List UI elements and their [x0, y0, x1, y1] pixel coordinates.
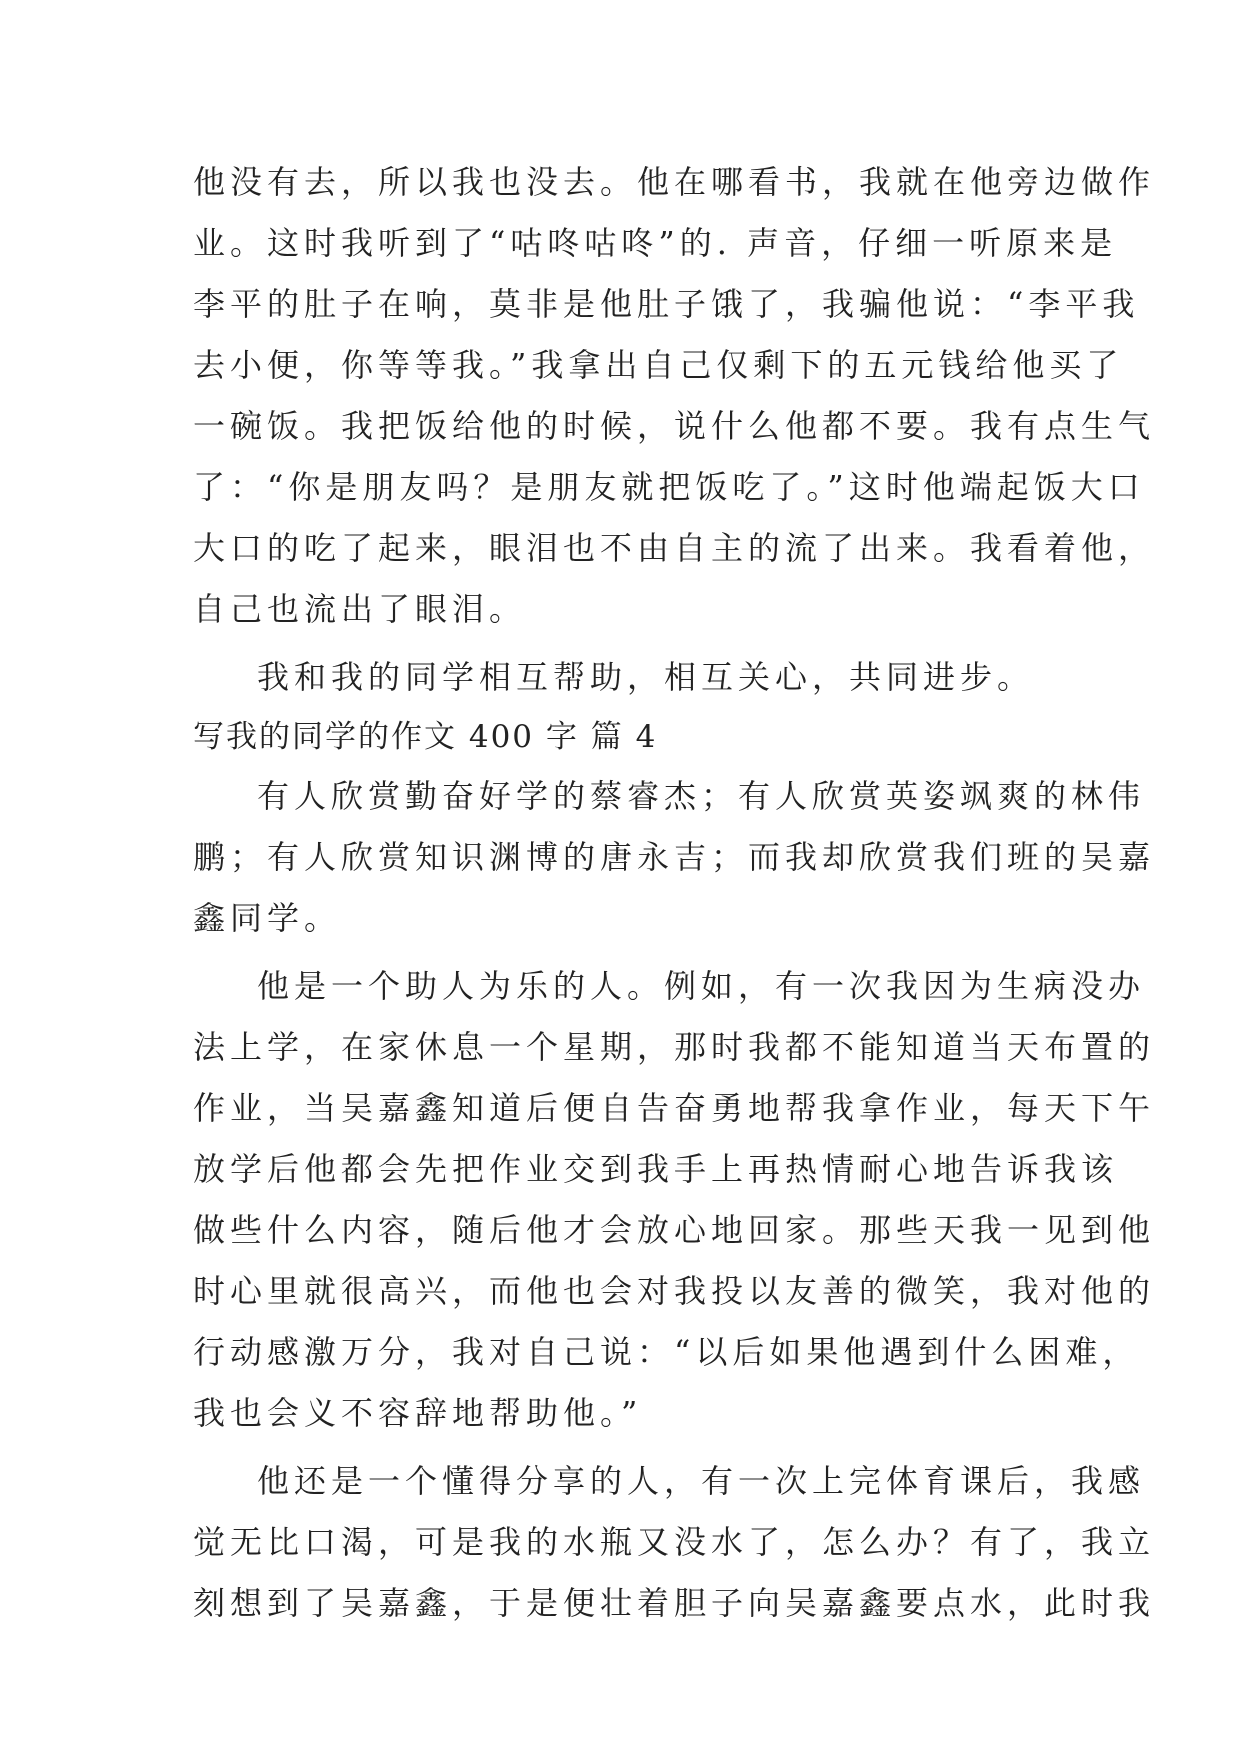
text-line: 鑫同学。 — [193, 899, 342, 937]
text-line: 作业，当吴嘉鑫知道后便自告奋勇地帮我拿作业，每天下午 — [193, 1089, 1156, 1127]
paragraph — [193, 956, 1156, 1444]
text-line: 李平的肚子在响，莫非是他肚子饿了，我骗他说：“李平我 — [193, 285, 1140, 323]
text-line: 我和我的同学相互帮助，相互关心，共同进步。 — [257, 658, 1035, 696]
text-line: 他是一个助人为乐的人。例如，有一次我因为生病没办 — [257, 967, 1146, 1005]
text-line: 自己也流出了眼泪。 — [193, 590, 527, 628]
text-line: 大口的吃了起来，眼泪也不由自主的流了出来。我看着他， — [193, 529, 1156, 567]
text-line: 我也会义不容辞地帮助他。” — [193, 1394, 643, 1432]
text-line: 放学后他都会先把作业交到我手上再热情耐心地告诉我该 — [193, 1150, 1119, 1188]
text-line: 了：“你是朋友吗？是朋友就把饭吃了。”这时他端起饭大口 — [193, 468, 1145, 506]
text-line: 时心里就很高兴，而他也会对我投以友善的微笑，我对他的 — [193, 1272, 1156, 1310]
text-line: 鹏；有人欣赏知识渊博的唐永吉；而我却欣赏我们班的吴嘉 — [193, 838, 1156, 876]
text-line: 刻想到了吴嘉鑫，于是便壮着胆子向吴嘉鑫要点水，此时我 — [193, 1584, 1156, 1622]
text-line: 法上学，在家休息一个星期，那时我都不能知道当天布置的 — [193, 1028, 1156, 1066]
text-line: 业。这时我听到了“咕咚咕咚”的. 声音，仔细一听原来是 — [193, 224, 1118, 262]
section-heading: 写我的同学的作文 400 字 篇 4 — [193, 719, 658, 755]
document-body — [193, 152, 1156, 1634]
text-line: 他没有去，所以我也没去。他在哪看书，我就在他旁边做作 — [193, 163, 1156, 201]
paragraph — [193, 647, 1073, 708]
text-line: 一碗饭。我把饭给他的时候，说什么他都不要。我有点生气 — [193, 407, 1156, 445]
text-line: 做些什么内容，随后他才会放心地回家。那些天我一见到他 — [193, 1211, 1156, 1249]
text-line: 觉无比口渴，可是我的水瓶又没水了，怎么办？有了，我立 — [193, 1523, 1156, 1561]
text-line: 他还是一个懂得分享的人，有一次上完体育课后，我感 — [257, 1462, 1146, 1500]
paragraph — [193, 1451, 1156, 1634]
paragraph — [193, 152, 1156, 640]
text-line: 行动感激万分，我对自己说：“以后如果他遇到什么困难， — [193, 1333, 1140, 1371]
paragraph — [193, 766, 1156, 949]
text-line: 去小便，你等等我。”我拿出自己仅剩下的五元钱给他买了 — [193, 346, 1124, 384]
text-line: 有人欣赏勤奋好学的蔡睿杰；有人欣赏英姿飒爽的林伟 — [257, 777, 1146, 815]
